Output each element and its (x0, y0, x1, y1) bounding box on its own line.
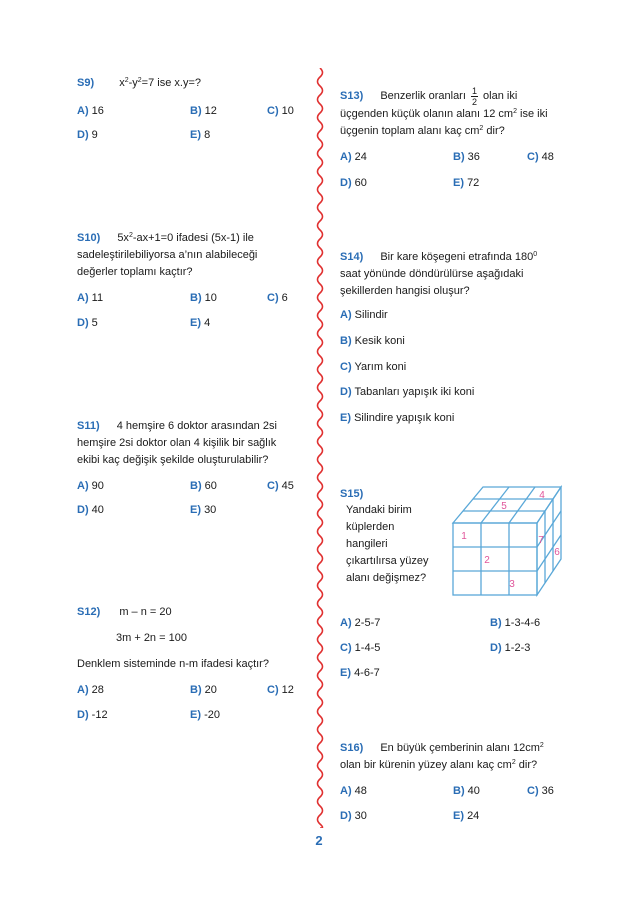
option-b: B) 20 (190, 684, 217, 696)
option-d: D) -12 (77, 709, 108, 721)
question-s14-line2: saat yönünde döndürülürse aşağıdaki (340, 268, 524, 280)
question-s11-line2: hemşire 2si doktor olan 4 kişilik bir sağlık (77, 437, 277, 449)
cube-label-6: 6 (554, 547, 560, 558)
option-d: D) 1-2-3 (490, 642, 531, 654)
option-e: E) 72 (453, 177, 480, 189)
question-s10-line1: S10) $5x^2-ax+1=0$ ifadesi (5x-1) ile (77, 232, 254, 244)
option-d: D) 60 (340, 177, 367, 189)
option-e: E) Silindire yapışık koni (340, 412, 455, 424)
option-a: A) 16 (77, 105, 104, 117)
page-number: 2 (315, 833, 323, 848)
option-c: C) Yarım koni (340, 361, 407, 373)
option-b: B) 1-3-4-6 (490, 617, 541, 629)
option-a: A) 90 (77, 480, 104, 492)
question-s12-line1: S12) m – n = 20 (77, 606, 172, 618)
option-e: E) 30 (190, 504, 217, 516)
question-s14-line1: S14) Bir kare köşegeni etrafında $180^0$ (340, 251, 538, 263)
question-s16-line1: S16) En büyük çemberinin alanı $12cm^2$ (340, 742, 544, 754)
question-s16-line2: olan bir kürenin yüzey alanı kaç $cm^2$ dir? (340, 759, 538, 771)
option-b: B) Kesik koni (340, 335, 405, 347)
question-s9-stem (77, 76, 201, 90)
question-s13-line3: üçgenin toplam alanı kaç $cm^2$ dir? (340, 125, 505, 137)
question-s11-line1: S11) 4 hemşire 6 doktor arasından 2si (77, 420, 277, 432)
question-s15-line5: alanı değişmez? (346, 572, 427, 584)
wavy-divider-line (318, 68, 323, 828)
question-label: S15) (340, 488, 364, 500)
option-d: D) 30 (340, 810, 367, 822)
option-e: E) 4-6-7 (340, 667, 380, 679)
option-b: B) 40 (453, 785, 480, 797)
question-s13-line2: üçgenden küçük olanın alanı 12 $cm^2$ ise iki (340, 108, 548, 120)
question-s15-line1: Yandaki birim (346, 504, 412, 516)
option-c: C) 10 (267, 105, 294, 117)
option-e: E) 8 (190, 129, 211, 141)
option-c: C) 36 (527, 785, 554, 797)
cube-label-7: 7 (538, 535, 544, 546)
question-label: S9) (77, 77, 95, 89)
question-s14-line3: şekillerden hangisi oluşur? (340, 285, 470, 297)
option-c: C) 12 (267, 684, 294, 696)
question-s15-line2: küplerden (346, 521, 395, 533)
question-s15-line4: çıkartılırsa yüzey (346, 555, 429, 567)
option-b: B) 12 (190, 105, 217, 117)
question-label: S13) (340, 90, 364, 102)
question-label: S10) (77, 232, 101, 244)
unit-cubes-figure (447, 485, 567, 600)
question-label: S11) (77, 420, 100, 432)
option-d: D) 40 (77, 504, 104, 516)
option-e: E) 24 (453, 810, 480, 822)
cube-label-2: 2 (484, 555, 490, 566)
question-s13-line1: S13) Benzerlik oranları $\frac{1}{2}$ olan iki (340, 86, 518, 107)
option-e: E) -20 (190, 709, 220, 721)
option-c: C) 45 (267, 480, 294, 492)
option-e: E) 4 (190, 317, 211, 329)
question-label: S14) (340, 251, 364, 263)
option-a: A) Silindir (340, 309, 388, 321)
question-s11-line3: ekibi kaç değişik şekilde oluşturulabilir? (77, 454, 269, 466)
cube-label-5: 5 (501, 501, 507, 512)
option-a: A) 28 (77, 684, 104, 696)
cube-label-4: 4 (539, 490, 545, 501)
option-b: B) 36 (453, 151, 480, 163)
question-s12-equation2: 3m + 2n = 100 (116, 632, 187, 644)
option-a: A) 11 (77, 292, 104, 304)
option-a: A) 48 (340, 785, 367, 797)
cube-label-1: 1 (461, 531, 467, 542)
fraction-one-half: $\frac{1}{2}$ (471, 86, 477, 107)
option-b: B) 10 (190, 292, 217, 304)
option-c: C) 48 (527, 151, 554, 163)
question-text: $x^2-y^2=7$ ise x.y=? (119, 77, 201, 89)
question-s10-line3: değerler toplamı kaçtır? (77, 266, 193, 278)
option-a: A) 24 (340, 151, 367, 163)
question-label: S16) (340, 742, 364, 754)
option-c: C) 1-4-5 (340, 642, 381, 654)
option-d: D) 5 (77, 317, 98, 329)
question-s15-line3: hangileri (346, 538, 388, 550)
option-b: B) 60 (190, 480, 217, 492)
option-d: D) 9 (77, 129, 98, 141)
question-label: S12) (77, 606, 101, 618)
question-s10-line2: sadeleştirilebiliyorsa a’nın alabileceği (77, 249, 258, 261)
question-s12-line3: Denklem sisteminde n-m ifadesi kaçtır? (77, 658, 269, 670)
option-a: A) 2-5-7 (340, 617, 381, 629)
option-d: D) Tabanları yapışık iki koni (340, 386, 475, 398)
column-divider (310, 68, 330, 828)
option-c: C) 6 (267, 292, 288, 304)
cube-label-3: 3 (509, 579, 515, 590)
